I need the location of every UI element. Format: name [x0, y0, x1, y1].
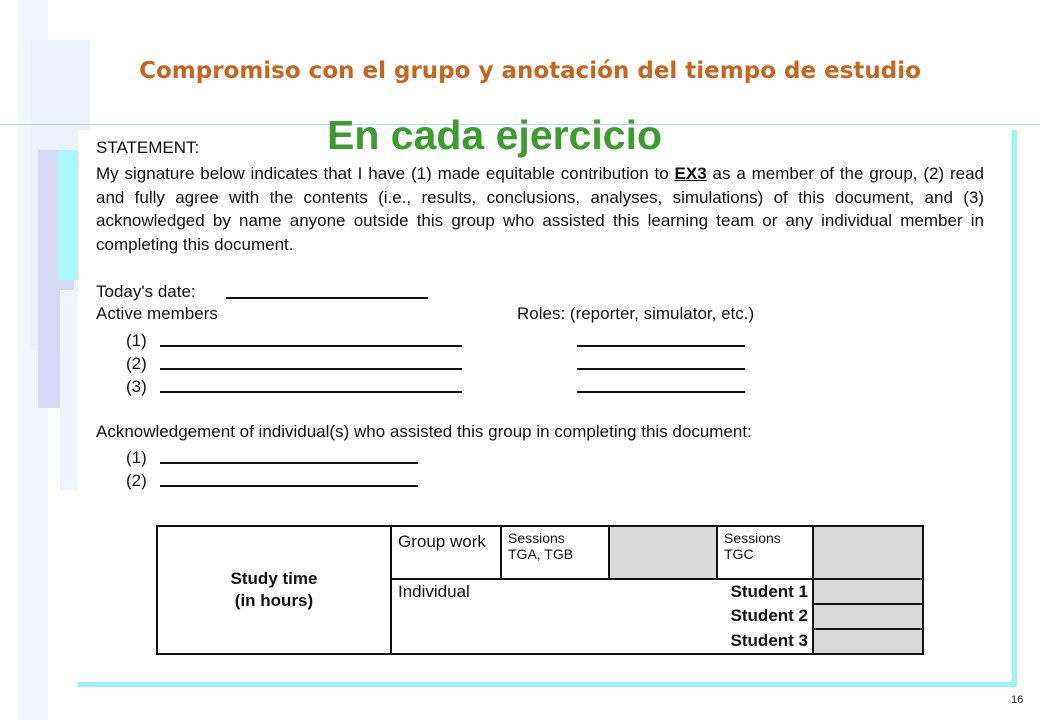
statement-paragraph	[96, 162, 984, 256]
member-number: (1)	[126, 331, 147, 350]
sessions-a-groups: TGA, TGB	[508, 546, 574, 562]
individual-label: Individual	[391, 579, 717, 654]
member-role-line[interactable]	[577, 368, 745, 370]
ack-number: (1)	[126, 448, 147, 467]
sessions-b-label: Sessions	[724, 530, 781, 546]
member-number: (2)	[126, 354, 147, 373]
student-2-hours-input[interactable]	[813, 604, 923, 628]
group-work-label: Group work	[391, 526, 501, 579]
study-time-header	[157, 526, 391, 654]
student-1-hours-input[interactable]	[813, 579, 923, 604]
sessions-tgc-hours-input[interactable]	[813, 526, 923, 579]
member-name-line[interactable]	[160, 368, 462, 370]
decor-block-cyan	[58, 150, 80, 280]
ack-number: (2)	[126, 471, 147, 490]
sessions-tga-tgb-hours-input[interactable]	[609, 526, 717, 579]
member-role-line[interactable]	[577, 345, 745, 347]
slide-title: Compromiso con el grupo y anotación del tiempo de estudio	[139, 58, 921, 84]
student-3-hours-input[interactable]	[813, 629, 923, 654]
member-name-line[interactable]	[160, 345, 462, 347]
sessions-a-label: Sessions	[508, 530, 565, 546]
slide-subtitle: En cada ejercicio	[327, 112, 663, 158]
ack-name-line[interactable]	[160, 485, 418, 487]
member-name-line[interactable]	[160, 391, 462, 393]
statement-heading: STATEMENT:	[96, 138, 200, 157]
sessions-tgc-cell	[717, 526, 813, 579]
statement-highlight: EX3	[674, 164, 707, 183]
decor-block-pale	[60, 290, 80, 490]
study-time-unit: (in hours)	[234, 591, 314, 610]
date-label: Today's date:	[96, 282, 196, 301]
date-blank-line[interactable]	[226, 297, 428, 299]
sessions-b-groups: TGC	[724, 546, 754, 562]
study-time-label: Study time	[230, 569, 318, 588]
statement-text-after: as a member of the group, (2) read and fully agree with the contents (i.e., results, conclusions, analyses, simulations) of this document, and (3) acknowledged by name anyone outside this group who assisted this learning team or any individual member in completing this document.	[96, 164, 984, 254]
roles-label: Roles: (reporter, simulator, etc.)	[517, 304, 755, 323]
study-time-table	[156, 525, 924, 655]
student-label: Student 2	[730, 606, 808, 626]
student-label: Student 1	[717, 579, 813, 604]
member-number: (3)	[126, 377, 147, 396]
ack-label: Acknowledgement of individual(s) who assisted this group in completing this document:	[96, 422, 752, 441]
ack-name-line[interactable]	[160, 462, 418, 464]
sessions-tga-tgb-cell	[501, 526, 609, 579]
page-number: 16	[1011, 694, 1024, 706]
members-label: Active members	[96, 304, 218, 323]
statement-text-before: My signature below indicates that I have (1) made equitable contribution to	[96, 164, 675, 183]
member-role-line[interactable]	[577, 391, 745, 393]
student-label: Student 3	[717, 629, 813, 654]
